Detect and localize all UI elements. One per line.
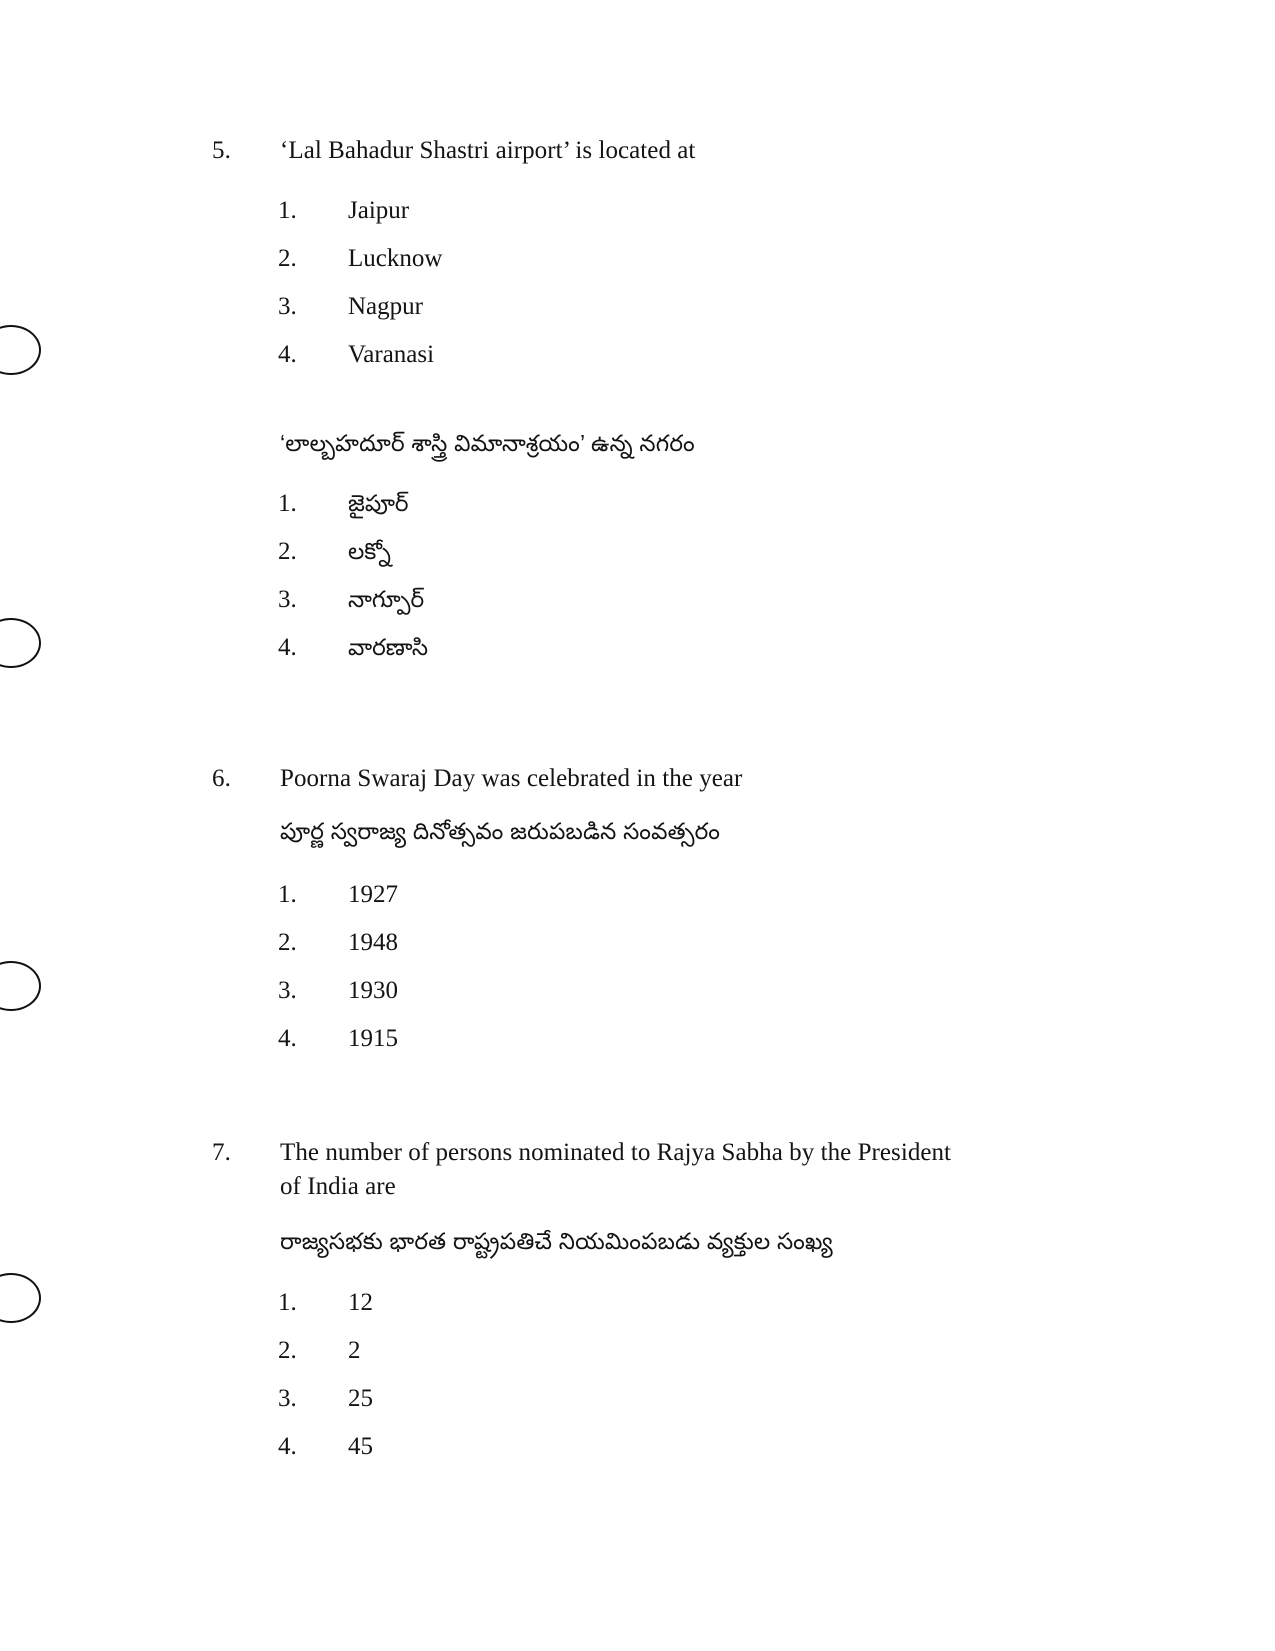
- spacer: [0, 1204, 1275, 1224]
- question-7-text-english: [280, 1136, 951, 1204]
- option-marker-cell: [0, 1022, 348, 1056]
- option-marker-cell: [0, 926, 348, 960]
- question-5-heading: [0, 134, 1275, 168]
- spacer: [0, 460, 1275, 486]
- option-label: Jaipur: [348, 197, 410, 224]
- option-marker-cell: [0, 583, 348, 617]
- option-marker-cell: [0, 487, 348, 521]
- spacer: [0, 796, 1275, 814]
- option-row-selected[interactable]: [0, 1286, 1275, 1334]
- option-marker: 4.: [278, 1433, 297, 1460]
- option-label: నాగ్పూర్: [348, 586, 425, 612]
- option-marker-cell: [0, 1334, 348, 1368]
- option-marker: 3.: [278, 1385, 297, 1412]
- option-row[interactable]: [0, 926, 1275, 974]
- question-5-options-english: [0, 194, 1275, 386]
- option-row[interactable]: [0, 486, 1275, 534]
- option-marker: 2.: [278, 538, 297, 565]
- option-marker-cell: [0, 242, 348, 276]
- option-marker: 4.: [278, 341, 297, 368]
- option-marker: 3.: [278, 586, 297, 613]
- option-label: 2: [348, 1337, 361, 1364]
- option-marker: 3.: [278, 977, 297, 1004]
- option-label: 45: [348, 1433, 373, 1460]
- option-row[interactable]: [0, 1430, 1275, 1478]
- question-7-text-english-line1: The number of persons nominated to Rajya Sabha by the President: [280, 1139, 952, 1166]
- option-marker-cell: [0, 535, 348, 569]
- option-marker-cell: [0, 1430, 348, 1464]
- question-7-heading: [0, 1136, 1275, 1204]
- question-6-text-telugu: పూర్ణ స్వరాజ్య దినోత్సవం జరుపబడిన సంవత్సరం: [280, 818, 721, 844]
- question-block-5: [0, 134, 1275, 678]
- spacer: [0, 386, 1275, 426]
- option-label: Lucknow: [348, 245, 443, 272]
- question-6-number: 6.: [212, 765, 231, 792]
- option-marker-cell: [0, 631, 348, 665]
- question-block-7: [0, 1136, 1275, 1478]
- question-5-text-telugu: ‘లాల్బహదూర్ శాస్త్రి విమానాశ్రయం’ ఉన్న నగరం: [280, 430, 695, 456]
- option-marker-cell: [0, 878, 348, 912]
- option-label: జైపూర్: [348, 490, 409, 516]
- option-label: 1948: [348, 929, 398, 956]
- spacer: [0, 1070, 1275, 1136]
- question-5-text-english: ‘Lal Bahadur Shastri airport’ is located at: [280, 137, 696, 164]
- option-marker-cell: [0, 194, 348, 228]
- option-marker: 2.: [278, 929, 297, 956]
- option-marker-cell: [0, 1382, 348, 1416]
- option-row-selected[interactable]: [0, 630, 1275, 678]
- question-5-options-telugu: [0, 486, 1275, 678]
- option-label: Nagpur: [348, 293, 423, 320]
- option-row-selected[interactable]: [0, 338, 1275, 386]
- option-marker: 4.: [278, 1025, 297, 1052]
- option-row[interactable]: [0, 1334, 1275, 1382]
- option-label: 1915: [348, 1025, 398, 1052]
- option-marker: 2.: [278, 245, 297, 272]
- option-row-selected[interactable]: [0, 974, 1275, 1022]
- option-row[interactable]: [0, 290, 1275, 338]
- question-block-6: [0, 762, 1275, 1070]
- question-6-options: [0, 878, 1275, 1070]
- option-marker-cell: [0, 338, 348, 372]
- option-row[interactable]: [0, 1022, 1275, 1070]
- option-label: 12: [348, 1289, 373, 1316]
- option-marker: 3.: [278, 293, 297, 320]
- question-6-text-english: Poorna Swaraj Day was celebrated in the year: [280, 765, 743, 792]
- option-row[interactable]: [0, 194, 1275, 242]
- option-marker: 1.: [278, 197, 297, 224]
- question-7-number: 7.: [212, 1139, 231, 1166]
- option-marker: 1.: [278, 1289, 297, 1316]
- option-marker: 1.: [278, 490, 297, 517]
- spacer: [0, 1258, 1275, 1286]
- option-row[interactable]: [0, 582, 1275, 630]
- option-marker: 2.: [278, 1337, 297, 1364]
- option-label: 1930: [348, 977, 398, 1004]
- option-marker-cell: [0, 974, 348, 1008]
- option-label: Varanasi: [348, 341, 435, 368]
- spacer: [0, 848, 1275, 878]
- option-row[interactable]: [0, 1382, 1275, 1430]
- option-row[interactable]: [0, 534, 1275, 582]
- option-marker: 1.: [278, 881, 297, 908]
- option-label: 25: [348, 1385, 373, 1412]
- option-row[interactable]: [0, 878, 1275, 926]
- option-row[interactable]: [0, 242, 1275, 290]
- spacer: [0, 168, 1275, 194]
- option-label: వారణాసి: [348, 634, 428, 660]
- option-label: 1927: [348, 881, 398, 908]
- question-7-options: [0, 1286, 1275, 1478]
- question-7-text-english-line2: of India are: [280, 1173, 396, 1200]
- spacer: [0, 678, 1275, 762]
- question-5-number: 5.: [212, 137, 231, 164]
- option-marker-cell: [0, 290, 348, 324]
- option-label: లక్నో: [348, 538, 391, 564]
- option-marker-cell: [0, 1286, 348, 1320]
- question-6-heading: [0, 762, 1275, 796]
- question-7-text-telugu: రాజ్యసభకు భారత రాష్ట్రపతిచే నియమింపబడు వ్యక్తుల సంఖ్య: [280, 1228, 833, 1254]
- option-marker: 4.: [278, 634, 297, 661]
